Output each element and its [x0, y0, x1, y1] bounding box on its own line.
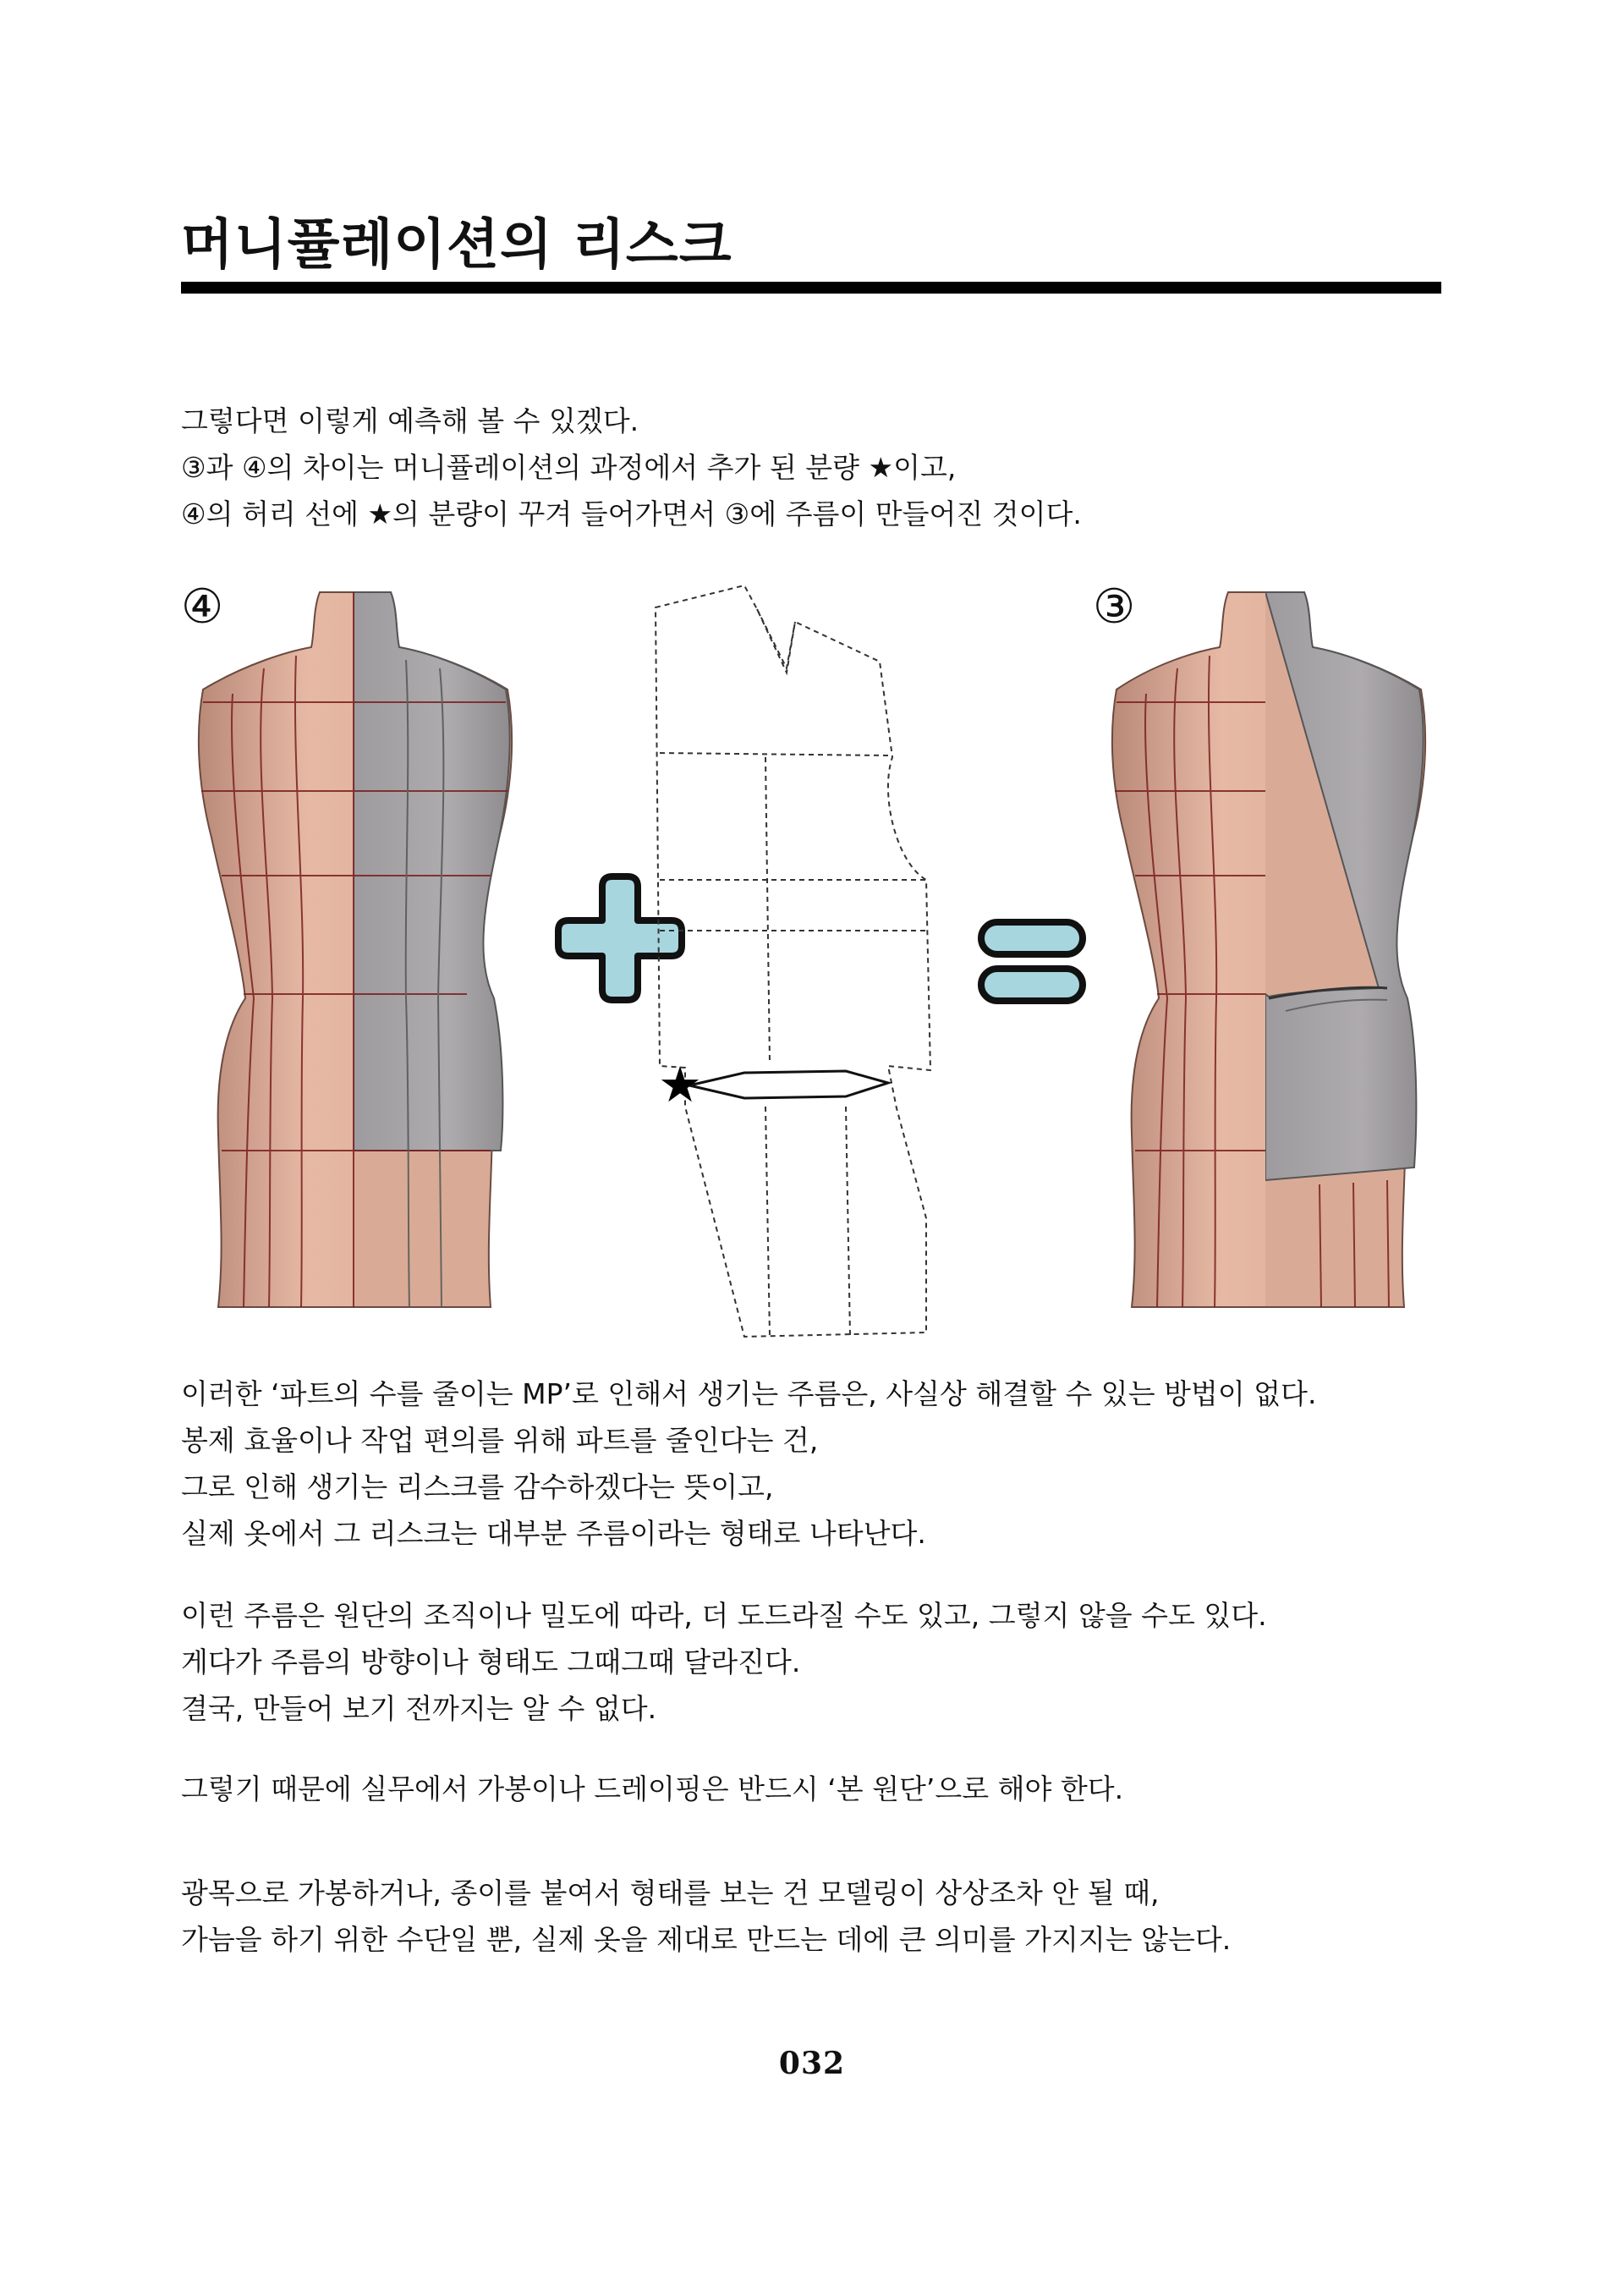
- page-title: 머니퓰레이션의 리스크: [181, 214, 732, 277]
- paragraph-2: [181, 1592, 1450, 1732]
- star-marker: ★: [658, 1056, 702, 1113]
- intro-line: 그렇다면 이렇게 예측해 볼 수 있겠다.: [181, 404, 639, 437]
- paragraph-line: 이러한 ‘파트의 수를 줄이는 MP’로 인해서 생기는 주름은, 사실상 해결할 수 있는 방법이 없다.: [181, 1377, 1317, 1410]
- intro-line: ④의 허리 선에 ★의 분량이 꾸겨 들어가면서 ③에 주름이 만들어진 것이다.: [181, 497, 1082, 530]
- paragraph-1: [181, 1371, 1450, 1557]
- plus-icon: [558, 876, 682, 1000]
- waist-insert: [689, 1071, 888, 1098]
- paragraph-line: 봉제 효율이나 작업 편의를 위해 파트를 줄인다는 건,: [181, 1424, 819, 1457]
- dress-form-4: [199, 592, 512, 1307]
- figure-label-4: ④: [181, 580, 224, 635]
- paragraph-line: 실제 옷에서 그 리스크는 대부분 주름이라는 형태로 나타난다.: [181, 1517, 926, 1550]
- page-number: 032: [778, 2046, 846, 2081]
- equals-icon: [981, 922, 1083, 1001]
- paragraph-line: 결국, 만들어 보기 전까지는 알 수 없다.: [181, 1692, 657, 1725]
- intro-line: ③과 ④의 차이는 머니퓰레이션의 과정에서 추가 된 분량 ★이고,: [181, 451, 957, 484]
- flat-pattern: [656, 585, 930, 1337]
- paragraph-4: [181, 1870, 1450, 1963]
- paragraph-line: 그렇기 때문에 실무에서 가봉이나 드레이핑은 반드시 ‘본 원단’으로 해야 한다.: [181, 1772, 1124, 1805]
- figure-label-3: ③: [1093, 580, 1136, 635]
- paragraph-line: 가늠을 하기 위한 수단일 뿐, 실제 옷을 제대로 만드는 데에 큰 의미를 가지지는 않는다.: [181, 1923, 1232, 1956]
- paragraph-line: 광목으로 가봉하거나, 종이를 붙여서 형태를 보는 건 모델링이 상상조차 안 될 때,: [181, 1876, 1160, 1909]
- paragraph-line: 그로 인해 생기는 리스크를 감수하겠다는 뜻이고,: [181, 1470, 774, 1503]
- dress-form-3: [1112, 592, 1425, 1307]
- paragraph-line: 게다가 주름의 방향이나 형태도 그때그때 달라진다.: [181, 1645, 801, 1678]
- paragraph-3: [181, 1766, 1450, 1812]
- paragraph-line: 이런 주름은 원단의 조직이나 밀도에 따라, 더 도드라질 수도 있고, 그렇지 않을 수도 있다.: [181, 1599, 1267, 1632]
